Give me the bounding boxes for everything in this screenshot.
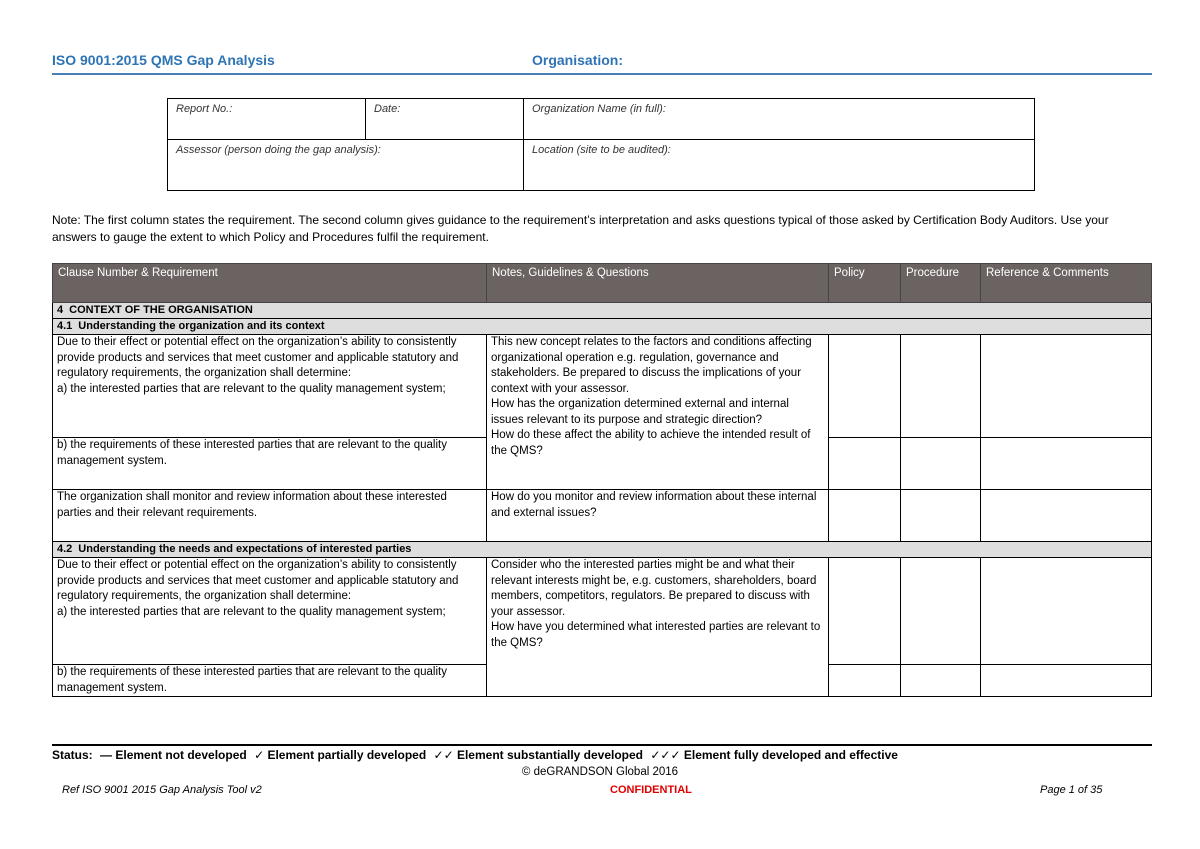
procedure-cell[interactable] <box>901 558 981 665</box>
notes-cell: How do you monitor and review information about these internal and external issues? <box>487 490 829 542</box>
policy-cell[interactable] <box>829 335 901 438</box>
policy-cell[interactable] <box>829 558 901 665</box>
usage-note: Note: The first column states the requirement. The second column gives guidance to the requirement’s interpretation and asks questions typical of those asked by Certification Body Auditors. Use your answers to gauge the extent to which Policy and Procedures fulfil the requirement. <box>52 213 1109 244</box>
requirement-cell: The organization shall monitor and review information about these interested parties and their relevant requirements. <box>53 490 487 542</box>
location-field[interactable]: Location (site to be audited): <box>524 140 1035 191</box>
subsection-number: 4.2 <box>57 543 73 555</box>
table-header-row <box>53 264 1152 303</box>
section-title: CONTEXT OF THE ORGANISATION <box>69 304 253 316</box>
policy-cell[interactable] <box>829 438 901 490</box>
header-notes: Notes, Guidelines & Questions <box>487 264 829 303</box>
table-row <box>53 490 1152 542</box>
page-header <box>52 52 1152 74</box>
confidential-label: CONFIDENTIAL <box>610 784 692 796</box>
status-legend <box>52 748 1152 762</box>
policy-cell[interactable] <box>829 665 901 697</box>
header-procedure: Procedure <box>901 264 981 303</box>
policy-cell[interactable] <box>829 490 901 542</box>
report-no-field[interactable]: Report No.: <box>168 99 366 140</box>
date-field[interactable]: Date: <box>366 99 524 140</box>
table-row <box>53 558 1152 665</box>
procedure-cell[interactable] <box>901 665 981 697</box>
reference-cell[interactable] <box>981 438 1152 490</box>
reference-cell[interactable] <box>981 558 1152 665</box>
organization-name-field[interactable]: Organization Name (in full): <box>524 99 1035 140</box>
table-row <box>53 335 1152 438</box>
reference-cell[interactable] <box>981 490 1152 542</box>
section-row <box>53 303 1152 319</box>
reference-cell[interactable] <box>981 665 1152 697</box>
header-policy: Policy <box>829 264 901 303</box>
reference-cell[interactable] <box>981 335 1152 438</box>
header-clause: Clause Number & Requirement <box>53 264 487 303</box>
page-number: Page 1 of 35 <box>1040 784 1103 796</box>
subsection-row <box>53 542 1152 558</box>
procedure-cell[interactable] <box>901 490 981 542</box>
notes-cell: This new concept relates to the factors and conditions affecting organizational operation e.g. regulation, governance and stakeholders. Be prepared to discuss the implications of your context with your assessor. How has the organization determined external and internal issues relevant to its purpose and strategic direction? How do these affect the ability to achieve the intended result of the QMS? <box>487 335 829 490</box>
document-title: ISO 9001:2015 QMS Gap Analysis <box>52 52 275 68</box>
requirement-cell: Due to their effect or potential effect on the organization’s ability to consistently provide products and services that meet customer and applicable statutory and regulatory requirements, the organization shall determine: a) the interested parties that are relevant to the quality management system; <box>53 558 487 665</box>
status-not-developed: — Element not developed <box>100 748 247 762</box>
organisation-label: Organisation: <box>532 52 624 68</box>
procedure-cell[interactable] <box>901 335 981 438</box>
report-info-table <box>167 98 1035 191</box>
procedure-cell[interactable] <box>901 438 981 490</box>
notes-cell: Consider who the interested parties might be and what their relevant interests might be, e.g. customers, shareholders, board members, competitors, regulators. Be prepared to discuss with your assessor. How have you determined what interested parties are relevant to the QMS? <box>487 558 829 697</box>
header-divider <box>52 73 1152 75</box>
section-number: 4 <box>57 304 64 316</box>
requirement-cell: b) the requirements of these interested parties that are relevant to the quality management system. <box>53 438 487 490</box>
footer-divider <box>52 744 1152 746</box>
assessor-field[interactable]: Assessor (person doing the gap analysis): <box>168 140 524 191</box>
gap-analysis-table <box>52 263 1152 697</box>
subsection-title: Understanding the organization and its context <box>78 320 325 332</box>
subsection-title: Understanding the needs and expectations of interested parties <box>78 543 412 555</box>
requirement-cell: Due to their effect or potential effect on the organization’s ability to consistently provide products and services that meet customer and applicable statutory and regulatory requirements, the organization shall determine: a) the interested parties that are relevant to the quality management system; <box>53 335 487 438</box>
subsection-row <box>53 319 1152 335</box>
requirement-cell: b) the requirements of these interested parties that are relevant to the quality management system. <box>53 665 487 697</box>
copyright: © deGRANDSON Global 2016 <box>521 766 679 778</box>
status-label: Status: <box>52 748 93 762</box>
subsection-number: 4.1 <box>57 320 73 332</box>
status-substantially-developed: ✓✓ Element substantially developed <box>433 748 644 762</box>
status-partially-developed: ✓ Element partially developed <box>254 748 427 762</box>
footer-reference: Ref ISO 9001 2015 Gap Analysis Tool v2 <box>62 784 262 796</box>
header-reference: Reference & Comments <box>981 264 1152 303</box>
status-fully-developed: ✓✓✓ Element fully developed and effective <box>650 748 898 762</box>
